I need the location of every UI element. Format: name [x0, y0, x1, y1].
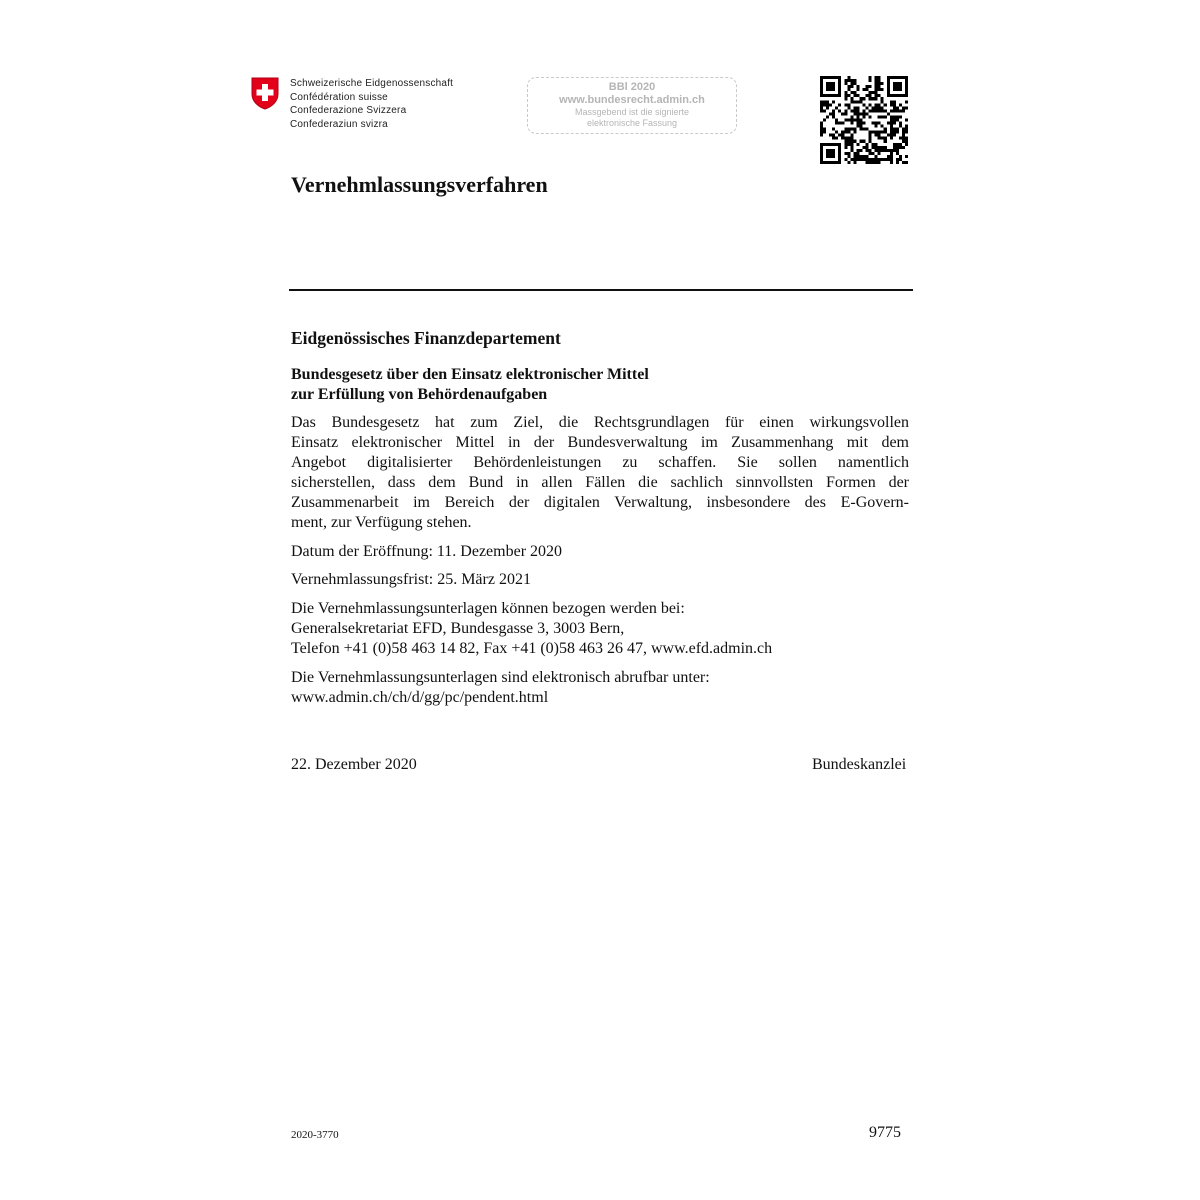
- body-line: Das Bundesgesetz hat zum Ziel, die Rechtsgrundlagen für einen wirkungsvollen: [291, 414, 909, 431]
- legal-validity-stamp: [527, 77, 737, 134]
- department-heading: Eidgenössisches Finanzdepartement: [291, 328, 561, 348]
- document-source: [291, 599, 772, 659]
- consultation-deadline: Vernehmlassungsfrist: 25. März 2021: [291, 571, 531, 588]
- body-line: Angebot digitalisierter Behördenleistungen zu schaffen. Sie sollen namentlich: [291, 454, 909, 471]
- body-line: Einsatz elektronischer Mittel in der Bundesverwaltung im Zusammenhang mit dem: [291, 434, 909, 451]
- page-title: Vernehmlassungsverfahren: [291, 172, 548, 197]
- confederation-names: [290, 77, 453, 131]
- opening-date: Datum der Eröffnung: 11. Dezember 2020: [291, 543, 563, 560]
- confederation-name-it: Confederazione Svizzera: [290, 105, 407, 116]
- issuing-authority: Bundeskanzlei: [812, 756, 907, 773]
- body-line: sicherstellen, dass dem Bund in allen Fällen die sachlich sinnvollsten Formen der: [291, 474, 909, 491]
- body-line: Zusammenarbeit im Bereich der digitalen Verwaltung, insbesondere des E-Govern-: [291, 494, 909, 511]
- confederation-name-rm: Confederaziun svizra: [290, 118, 388, 130]
- document-number: 2020-3770: [291, 1129, 339, 1141]
- publication-date: 22. Dezember 2020: [291, 756, 417, 773]
- source-line: Telefon +41 (0)58 463 14 82, Fax +41 (0)58 463 26 47, www.efd.admin.ch: [291, 640, 773, 657]
- source-line: Die Vernehmlassungsunterlagen können bezogen werden bei:: [291, 600, 685, 617]
- confederation-name-fr: Confédération suisse: [290, 91, 388, 103]
- qr-code-icon: [820, 76, 908, 164]
- electronic-access: [291, 668, 710, 708]
- stamp-note-2: elektronische Fassung: [586, 118, 678, 128]
- page-number: 9775: [869, 1124, 901, 1141]
- law-title-line: zur Erfüllung von Behördenaufgaben: [291, 386, 548, 403]
- law-description: [291, 413, 909, 533]
- stamp-url: www.bundesrecht.admin.ch: [559, 94, 705, 106]
- electronic-access-line: Die Vernehmlassungsunterlagen sind elektronisch abrufbar unter:: [291, 669, 710, 686]
- electronic-access-url[interactable]: www.admin.ch/ch/d/gg/pc/pendent.html: [291, 689, 549, 706]
- title-divider: [289, 289, 913, 291]
- confederation-name-de: Schweizerische Eidgenossenschaft: [290, 78, 454, 89]
- stamp-note-1: Massgebend ist die signierte: [574, 107, 690, 117]
- body-line: ment, zur Verfügung stehen.: [291, 514, 472, 531]
- law-title-line: Bundesgesetz über den Einsatz elektronischer Mittel: [291, 366, 649, 383]
- swiss-coat-of-arms-icon: [250, 76, 280, 110]
- stamp-gazette: BBl 2020: [608, 81, 656, 93]
- law-title: [291, 365, 649, 405]
- source-line: Generalsekretariat EFD, Bundesgasse 3, 3003 Bern,: [291, 620, 625, 637]
